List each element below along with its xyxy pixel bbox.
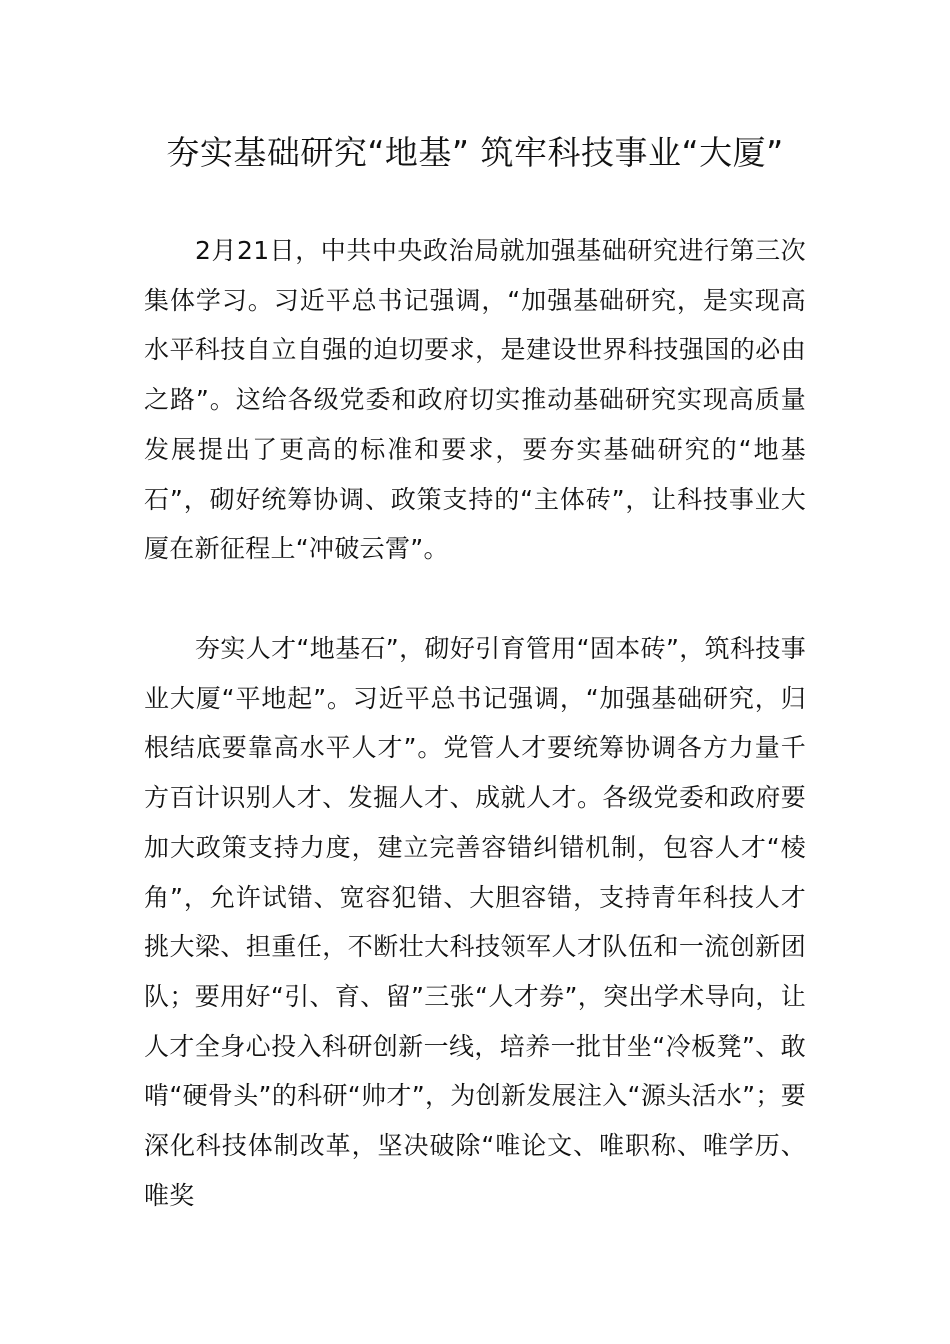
document-title: 夯实基础研究“地基” 筑牢科技事业“大厦”	[166, 133, 784, 172]
paragraph-2: 夯实人才“地基石”，砌好引育管用“固本砖”，筑科技事业大厦“平地起”。习近平总书记强调，“加强基础研究，归根结底要靠高水平人才”。党管人才要统筹协调各方力量千方百计识别人才、发掘人才、成就人才。各级党委和政府要加大政策支持力度，建立完善容错纠错机制，包容人才“棱角”，允许试错、宽容犯错、大胆容错，支持青年科技人才挑大梁、担重任，不断壮大科技领军人才队伍和一流创新团队；要用好“引、育、留”三张“人才券”，突出学术导向，让人才全身心投入科研创新一线，培养一批甘坐“冷板凳”、敢啃“硬骨头”的科研“帅才”，为创新发展注入“源头活水”；要深化科技体制改革，坚决破除“唯论文、唯职称、唯学历、唯奖	[144, 634, 806, 1210]
paragraph-1: 2月21日，中共中央政治局就加强基础研究进行第三次集体学习。习近平总书记强调，“加强基础研究，是实现高水平科技自立自强的迫切要求，是建设世界科技强国的必由之路”。这给各级党委和政府切实推动基础研究实现高质量发展提出了更高的标准和要求，要夯实基础研究的“地基石”，砌好统筹协调、政策支持的“主体砖”，让科技事业大厦在新征程上“冲破云霄”。	[144, 236, 806, 564]
